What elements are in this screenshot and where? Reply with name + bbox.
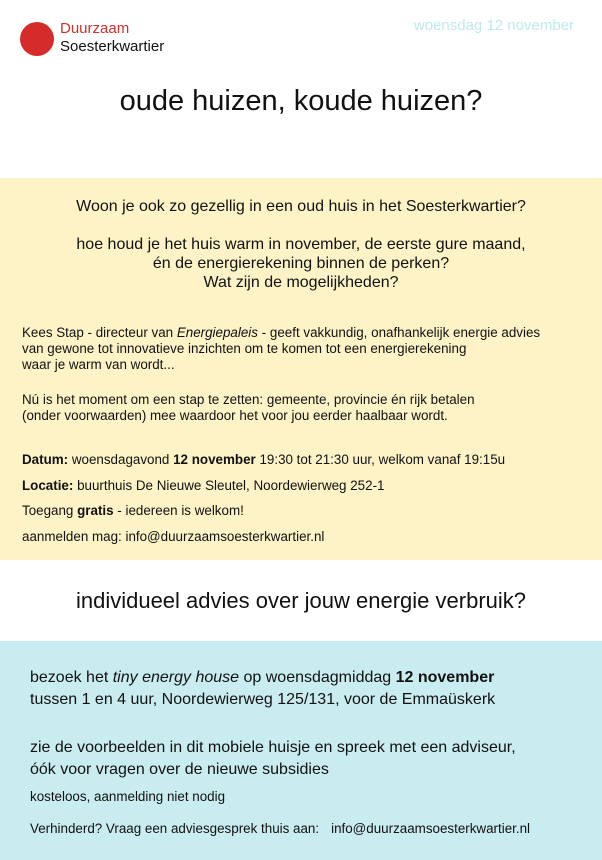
secondary-headline: individueel advies over jouw energie verbruik? xyxy=(75,588,527,613)
examples-line: óók voor vragen over de nieuwe subsidies xyxy=(30,761,329,778)
logo-text-line2: Soesterkwartier xyxy=(60,38,165,55)
prevented-text: Verhinderd? Vraag een adviesgesprek thuis aan: xyxy=(30,821,320,836)
toegang-post: - iedereen is welkom! xyxy=(113,503,244,518)
visit-mid: op woensdagmiddag xyxy=(239,669,396,686)
speaker-line: van gewone tot innovatieve inzichten om te komen tot een energierekening xyxy=(22,341,467,356)
moment-line: (onder voorwaarden) mee waardoor het voor jou eerder haalbaar wordt. xyxy=(22,408,448,423)
event-info-section xyxy=(0,178,602,560)
visit-line xyxy=(30,667,495,689)
event-date xyxy=(22,452,505,467)
event-admission xyxy=(22,503,244,518)
locatie-label: Locatie: xyxy=(22,478,74,493)
tiny-house-section xyxy=(0,641,602,860)
main-headline: oude huizen, koude huizen? xyxy=(119,85,483,117)
datum-time: 19:30 tot 21:30 uur, welkom vanaf 19:15u xyxy=(255,452,506,467)
visit-date: 12 november xyxy=(395,669,495,686)
speaker-line xyxy=(22,325,540,341)
toegang-pre: Toegang xyxy=(22,503,78,518)
examples-paragraph xyxy=(30,737,516,781)
free-note: kosteloos, aanmelding niet nodig xyxy=(30,789,226,804)
toegang-bold: gratis xyxy=(77,503,114,518)
logo-circle-icon xyxy=(20,22,54,56)
speaker-post: - geeft vakkundig, onafhankelijk energie advies xyxy=(257,325,541,340)
event-location xyxy=(22,478,384,493)
examples-line: zie de voorbeelden in dit mobiele huisje en spreek met een adviseur, xyxy=(30,739,516,756)
contact-email: info@duurzaamsoesterkwartier.nl xyxy=(331,821,531,836)
tiny-house-name: tiny energy house xyxy=(112,669,240,686)
locatie-text: buurthuis De Nieuwe Sleutel, Noordewierweg 252-1 xyxy=(73,478,385,493)
speaker-line: waar je warm van wordt... xyxy=(22,357,175,372)
header-date: woensdag 12 november xyxy=(413,17,574,34)
logo-text-line1: Duurzaam xyxy=(60,20,130,37)
datum-pre: woensdagavond xyxy=(68,452,174,467)
intro-question-line: hoe houd je het huis warm in november, de eerste gure maand, xyxy=(76,236,526,253)
visit-line: tussen 1 en 4 uur, Noordewierweg 125/131, voor de Emmaüskerk xyxy=(30,691,496,708)
advice-request xyxy=(30,821,530,836)
speaker-org: Energiepaleis xyxy=(176,325,258,340)
intro-question-line: én de energierekening binnen de perken? xyxy=(152,255,450,272)
intro-question: Woon je ook zo gezellig in een oud huis in het Soesterkwartier? xyxy=(76,198,526,215)
speaker-paragraph xyxy=(22,325,540,373)
visit-pre: bezoek het xyxy=(30,669,113,686)
registration-email: aanmelden mag: info@duurzaamsoesterkwartier.nl xyxy=(22,529,325,544)
moment-paragraph xyxy=(22,392,475,424)
visit-paragraph xyxy=(30,667,495,711)
speaker-pre: Kees Stap - directeur van xyxy=(22,325,177,340)
datum-date: 12 november xyxy=(173,452,256,467)
moment-line: Nú is het moment om een stap te zetten: gemeente, provincie én rijk betalen xyxy=(22,392,475,407)
intro-question-line: Wat zijn de mogelijkheden? xyxy=(203,274,399,291)
intro-questions-block xyxy=(0,235,602,292)
datum-label: Datum: xyxy=(22,452,69,467)
